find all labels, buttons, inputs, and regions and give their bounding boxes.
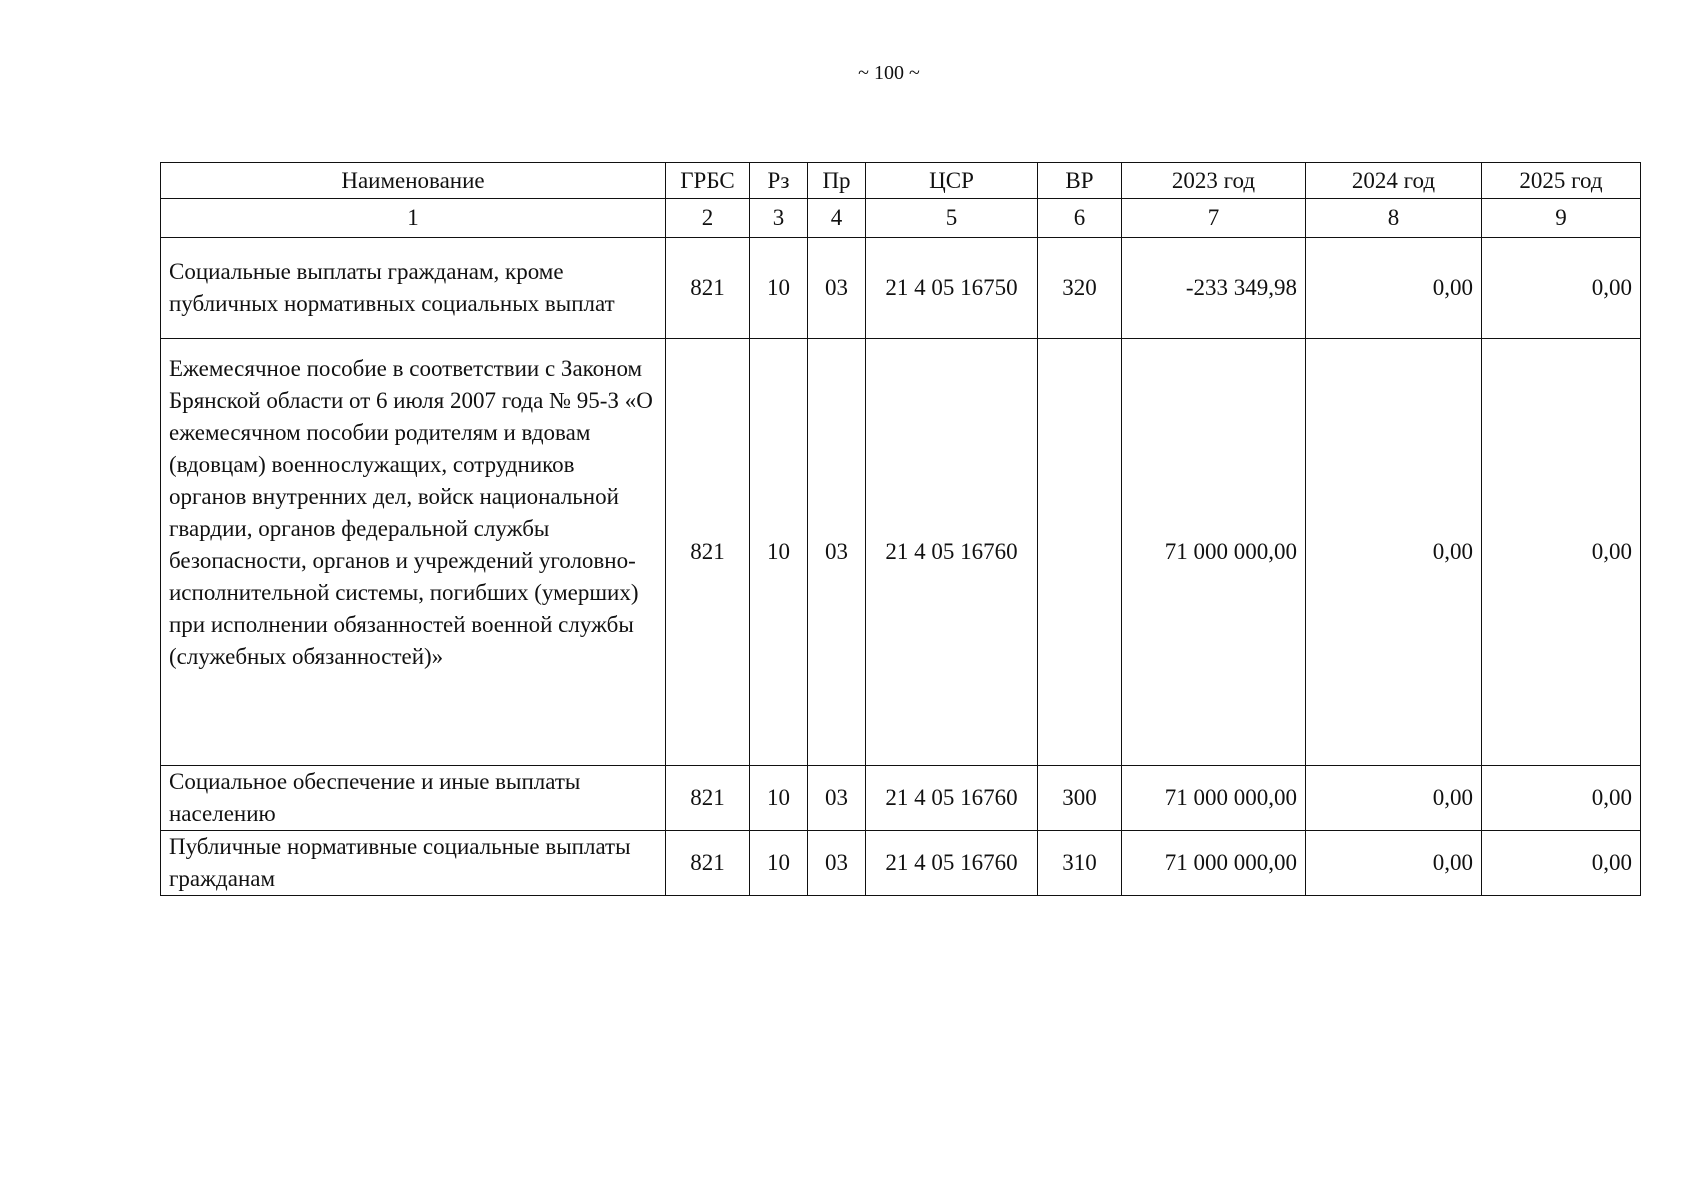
header-rz: Рз: [750, 163, 808, 199]
row-pr: 03: [808, 766, 866, 831]
row-2024: 0,00: [1306, 238, 1482, 339]
header-pr: Пр: [808, 163, 866, 199]
row-csr: 21 4 05 16760: [866, 766, 1038, 831]
row-csr: 21 4 05 16760: [866, 339, 1038, 766]
table-row: [161, 238, 1641, 339]
column-number: 6: [1038, 199, 1122, 238]
row-csr: 21 4 05 16760: [866, 831, 1038, 896]
row-rz: 10: [750, 831, 808, 896]
row-grbs: 821: [666, 766, 750, 831]
row-pr: 03: [808, 831, 866, 896]
row-name: Социальные выплаты гражданам, кроме публичных нормативных социальных выплат: [161, 238, 666, 339]
row-2025: 0,00: [1482, 831, 1641, 896]
header-grbs: ГРБС: [666, 163, 750, 199]
header-vr: ВР: [1038, 163, 1122, 199]
row-2025: 0,00: [1482, 339, 1641, 766]
column-number: 2: [666, 199, 750, 238]
row-name: Социальное обеспечение и иные выплаты населению: [161, 766, 666, 831]
table-row: [161, 766, 1641, 831]
row-rz: 10: [750, 238, 808, 339]
row-name: Публичные нормативные социальные выплаты гражданам: [161, 831, 666, 896]
column-number: 3: [750, 199, 808, 238]
page-number: ~ 100 ~: [858, 62, 920, 84]
table-row: [161, 339, 1641, 766]
header-row: [161, 163, 1641, 199]
column-number-row: [161, 199, 1641, 238]
header-csr: ЦСР: [866, 163, 1038, 199]
row-vr: 300: [1038, 766, 1122, 831]
row-pr: 03: [808, 238, 866, 339]
column-number: 7: [1122, 199, 1306, 238]
row-2025: 0,00: [1482, 766, 1641, 831]
header-2024: 2024 год: [1306, 163, 1482, 199]
row-grbs: 821: [666, 238, 750, 339]
row-grbs: 821: [666, 831, 750, 896]
row-2024: 0,00: [1306, 766, 1482, 831]
column-number: 8: [1306, 199, 1482, 238]
row-pr: 03: [808, 339, 866, 766]
row-vr: 310: [1038, 831, 1122, 896]
table-row: [161, 831, 1641, 896]
row-2023: -233 349,98: [1122, 238, 1306, 339]
header-name: Наименование: [161, 163, 666, 199]
row-2023: 71 000 000,00: [1122, 339, 1306, 766]
header-2023: 2023 год: [1122, 163, 1306, 199]
column-number: 5: [866, 199, 1038, 238]
row-rz: 10: [750, 766, 808, 831]
row-grbs: 821: [666, 339, 750, 766]
row-vr: 320: [1038, 238, 1122, 339]
row-2024: 0,00: [1306, 831, 1482, 896]
row-2025: 0,00: [1482, 238, 1641, 339]
column-number: 4: [808, 199, 866, 238]
header-2025: 2025 год: [1482, 163, 1641, 199]
column-number: 1: [161, 199, 666, 238]
budget-table: [160, 162, 1641, 896]
row-vr: [1038, 339, 1122, 766]
row-rz: 10: [750, 339, 808, 766]
row-2024: 0,00: [1306, 339, 1482, 766]
row-name: Ежемесячное пособие в соответствии с Законом Брянской области от 6 июля 2007 года № 95-З «О ежемесячном пособии родителям и вдовам (вдовцам) военнослужащих, сотрудников органов внутренних дел, войск национальной гвардии, органов федеральной службы безопасности, органов и учреждений уголовно-исполнительной системы, погибших (умерших) при исполнении обязанностей военной службы (служебных обязанностей)»: [161, 339, 666, 766]
row-2023: 71 000 000,00: [1122, 831, 1306, 896]
row-2023: 71 000 000,00: [1122, 766, 1306, 831]
row-csr: 21 4 05 16750: [866, 238, 1038, 339]
column-number: 9: [1482, 199, 1641, 238]
